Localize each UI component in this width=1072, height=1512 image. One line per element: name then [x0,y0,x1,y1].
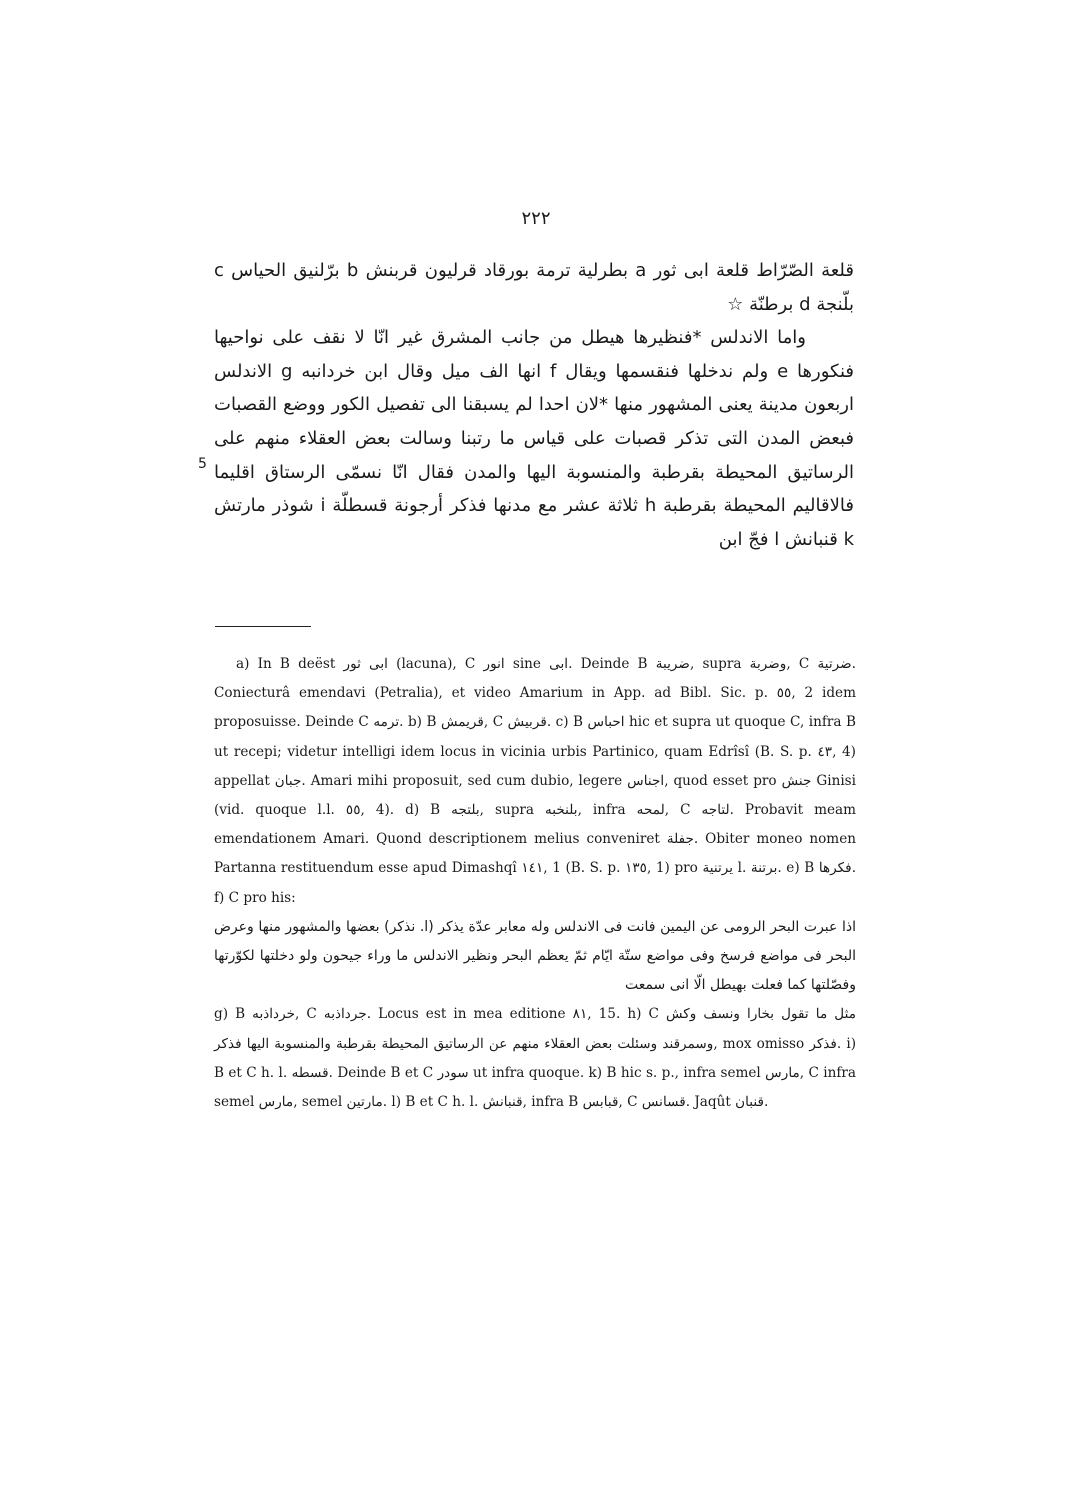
footnote-divider [215,626,311,627]
footnote-block-2: اذا عبرت البحر الرومى عن اليمين فانت فى الاندلس وله معابر عدّة يذكر (l. نذكر) بعضها والمشهور منها وعرض البحر فى مواضع فرسخ وفى مواضع ستّة ايّام ثمّ يعظم البحر ونظير الاندلس ما وراء جيحون ولو دخلتها لكوّرتها وفصّلتها كما فعلت بهيطل الّا انى سمعت [214,918,856,994]
main-text [214,254,854,556]
main-paragraph-2: واما الاندلس *فنظيرها هيطل من جانب المشرق غير انّا لا نقف على نواحيها فنكورها e ولم ندخلها فنقسمها ويقال f انها الف ميل وقال ابن خردانبه g الاندلس اربعون مدينة يعنى المشهور منها *لان احدا لم يسبقنا الى تفصيل الكور ووضع القصبات فبعض المدن التى تذكر قصبات على قياس ما رتبنا وسالت بعض العقلاء منهم على الرساتيق المحيطة بقرطبة والمنسوبة اليها والمدن فقال انّا نسمّى الرستاق اقليما فالاقاليم المحيطة بقرطبة h ثلاثة عشر مع مدنها فذكر أرجونة قسطلّة i شوذر مارتش k قنبانش l فجّ ابن [214,327,854,550]
page-number: ٢٢٢ [521,208,551,229]
line-number: 5 [198,456,207,472]
footnote-block-3: g) B خرداذبه, C جرداذبه. Locus est in mea editione ٨١, 15. h) C مثل ما تقول بخارا ونسف وكش وسمرقند وسئلت بعض العقلاء منهم عن الرساتيق المحيطة بقرطبة والمنسوبة اليها فذكر, mox omisso فذكر. i) B et C h. l. قسطه. Deinde B et C سودر ut infra quoque. k) B hic s. p., infra semel مارس, C infra semel مارس, semel مارتين. l) B et C h. l. قنبانش, infra B قبابس, C قسانس. Jaqût قنبان. [214,1006,856,1111]
footnotes [214,650,856,1117]
footnote-block-1: a) In B deëst ابى ثور (lacuna), C انور sine ابى. Deinde B ضريبة, supra وضربة, C ضرتية. Coniecturâ emendavi (Petralia), et video Amarium in App. ad Bibl. Sic. p. ٥٥, 2 idem proposuisse. Deinde C ترمه. b) B قريمش, C قربيش. c) B احباس hic et supra ut quoque C, infra B ut recepi; videtur intelligi idem locus in vicinia urbis Partinico, quam Edrîsî (B. S. p. ٤٣, 4) appellat جبان. Amari mihi proposuit, sed cum dubio, legere اجناس, quod esset pro جنش Ginisi (vid. quoque l.l. ٥٥, 4). d) B بلتجه, supra بلنخبه, infra لمحه, C لتاجه. Probavit meam emendationem Amari. Quond descriptionem melius conveniret جفلة. Obiter moneo nomen Partanna restituendum esse apud Dimashqî ١٤١, 1 (B. S. p. ١٣٥, 1) pro يرتنية l. برتنة. e) B فكرها. f) C pro his: [214,656,857,906]
main-paragraph-1: قلعة الصّرّاط قلعة ابى ثور a بطرلية ترمة بورقاد قرليون قربنش b برّلنيق الحياس c بلّنجة d برطنّة ☆ [214,260,854,315]
